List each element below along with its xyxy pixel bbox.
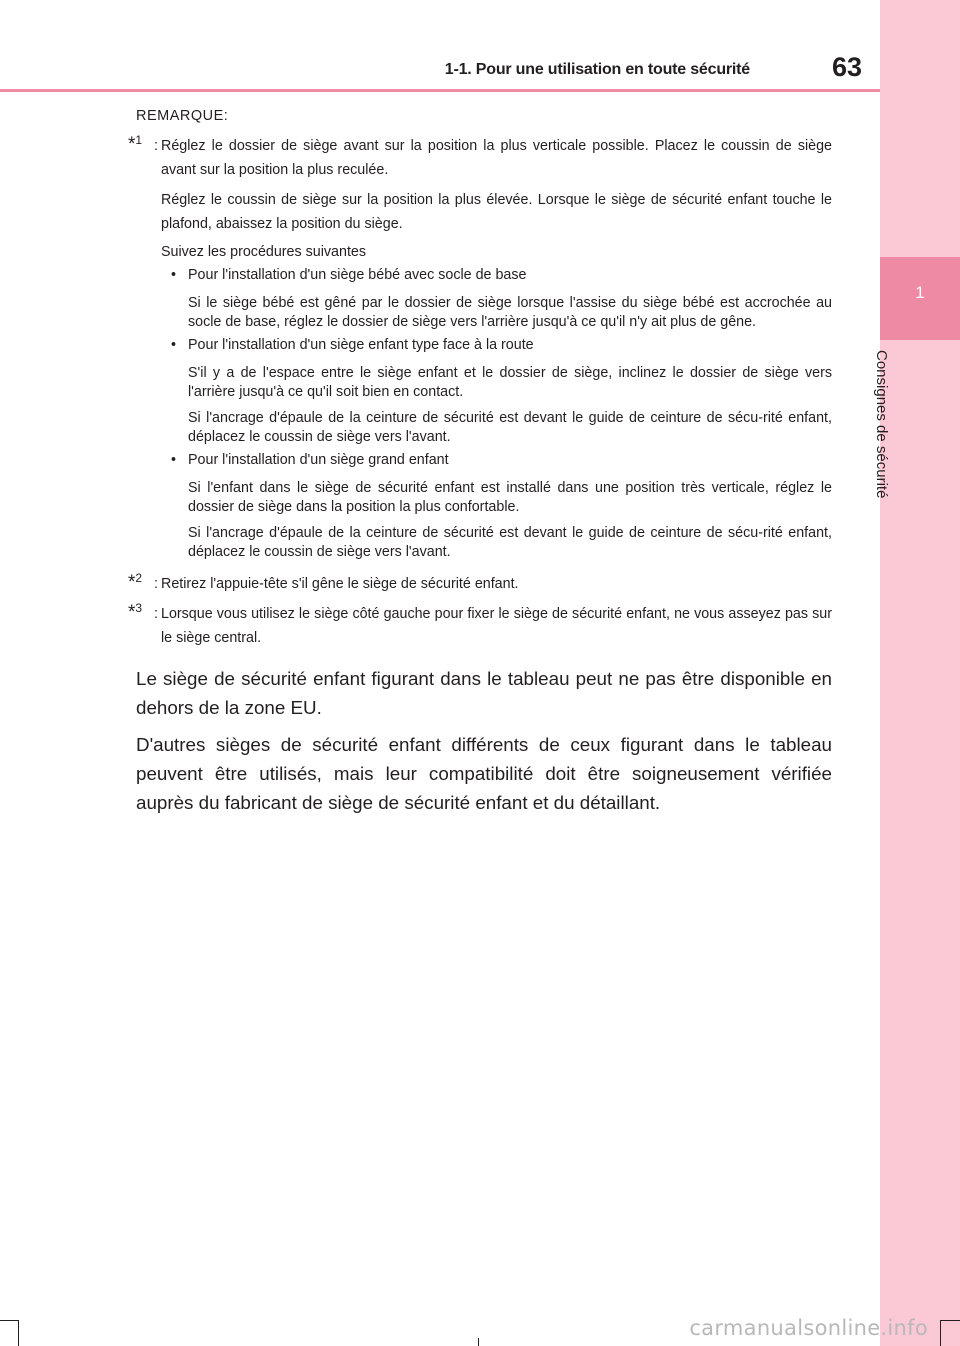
bullet-label: Pour l'installation d'un siège grand enfant (188, 452, 449, 468)
procedure-intro: Suivez les procédures suivantes (161, 244, 367, 260)
footnote-1-paragraph: Réglez le coussin de siège sur la position la plus élevée. Lorsque le siège de sécurité enfant touche le plafond, abaissez la position du siège. (161, 192, 832, 232)
crop-mark (940, 1320, 941, 1346)
footnote-2 (128, 571, 832, 596)
footnote-colon: : (154, 138, 158, 154)
footnote-2-text: Retirez l'appuie-tête s'il gêne le siège de sécurité enfant. (161, 576, 519, 592)
chapter-label-container (870, 350, 910, 530)
bullet-detail: Si l'ancrage d'épaule de la ceinture de sécurité est devant le guide de ceinture de sécu-rité enfant, déplacez le coussin de siège vers l'avant. (188, 410, 832, 445)
body-paragraph: Le siège de sécurité enfant figurant dans le tableau peut ne pas être disponible en dehors de la zone EU. (136, 668, 832, 718)
footnote-3 (128, 601, 832, 650)
remark-title: REMARQUE: (136, 108, 229, 124)
page-number: 63 (832, 52, 863, 82)
asterisk: * (128, 134, 136, 155)
chapter-number: 1 (915, 283, 925, 302)
footnote-1-paragraph: Réglez le dossier de siège avant sur la position la plus verticale possible. Placez le coussin de siège avant sur la position la plus reculée. (161, 138, 832, 178)
footnote-1-marker (128, 128, 142, 157)
crop-mark (940, 1320, 960, 1321)
procedure-bullet (161, 333, 832, 357)
footnote-colon: : (154, 576, 158, 592)
chapter-label: Consignes de sécurité (873, 350, 890, 499)
main-content (128, 104, 832, 817)
asterisk: * (128, 602, 136, 623)
procedure-bullet (161, 448, 832, 472)
footnote-3-text: Lorsque vous utilisez le siège côté gauche pour fixer le siège de sécurité enfant, ne vous asseyez pas sur le siège central. (161, 606, 832, 646)
footnote-3-marker (128, 596, 142, 625)
body-paragraph: D'autres sièges de sécurité enfant différents de ceux figurant dans le tableau peuvent être utilisés, mais leur compatibilité doit être soigneusement vérifiée auprès du fabricant de siège de sécurité enfant et du détaillant. (136, 734, 832, 813)
footnote-2-marker (128, 566, 142, 595)
crop-mark (478, 1338, 479, 1346)
bullet-detail: S'il y a de l'espace entre le siège enfant et le dossier de siège, inclinez le dossier de siège vers l'arrière jusqu'à ce qu'il soit bien en contact. (188, 365, 832, 400)
asterisk: * (128, 572, 136, 593)
bullet-detail: Si l'ancrage d'épaule de la ceinture de sécurité est devant le guide de ceinture de sécu-rité enfant, déplacez le coussin de siège vers l'avant. (188, 525, 832, 560)
header-divider (0, 89, 880, 92)
procedure-bullet (161, 263, 832, 287)
crop-mark (18, 1320, 19, 1346)
crop-mark (0, 1320, 18, 1321)
footnote-colon: : (154, 606, 158, 622)
footnote-number: 2 (135, 571, 143, 585)
watermark-text: carmanualsonline.info (689, 1316, 928, 1340)
bullet-dot: • (171, 337, 177, 353)
bullet-label: Pour l'installation d'un siège enfant type face à la route (188, 337, 534, 353)
footnote-1 (128, 133, 832, 562)
section-title: 1-1. Pour une utilisation en toute sécurité (444, 61, 750, 78)
bullet-dot: • (171, 267, 177, 283)
bullet-detail: Si l'enfant dans le siège de sécurité enfant est installé dans une position très verticale, réglez le dossier de siège dans la position la plus confortable. (188, 480, 832, 515)
bullet-detail: Si le siège bébé est gêné par le dossier de siège lorsque l'assise du siège bébé est accrochée au socle de base, réglez le dossier de siège vers l'arrière jusqu'à ce qu'il n'y ait plus de gêne. (188, 295, 832, 330)
footnote-number: 3 (135, 601, 143, 615)
bullet-dot: • (171, 452, 177, 468)
chapter-side-tab (880, 0, 960, 1346)
footnote-number: 1 (135, 133, 143, 147)
bullet-label: Pour l'installation d'un siège bébé avec socle de base (188, 267, 527, 283)
